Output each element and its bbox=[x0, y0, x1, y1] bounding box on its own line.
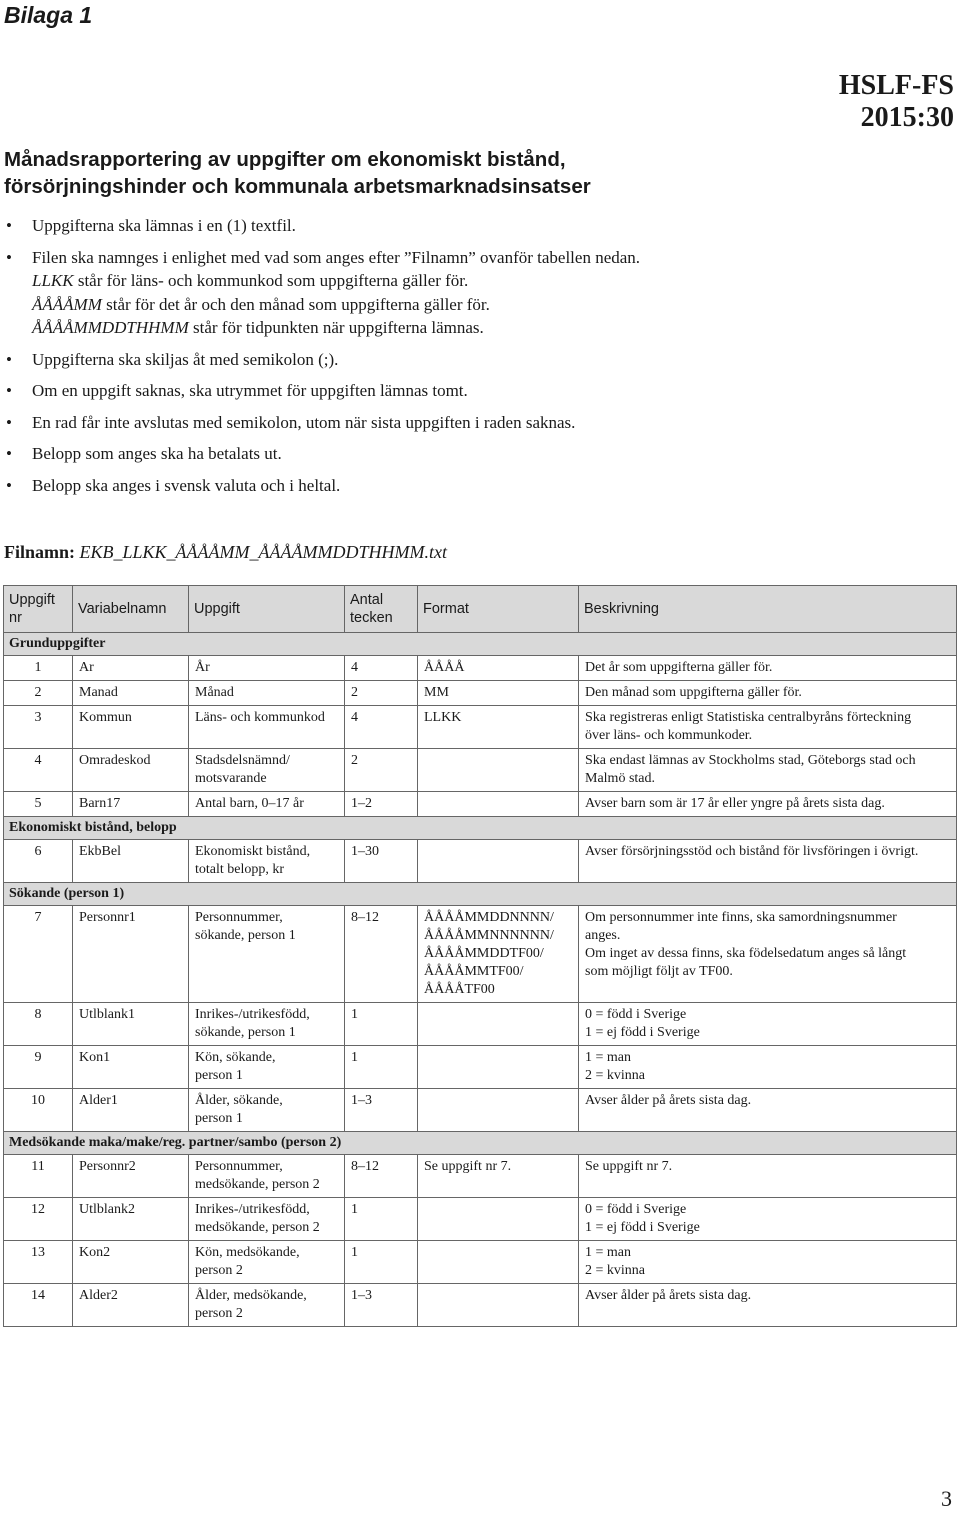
table-row bbox=[4, 706, 957, 749]
cell-antal: 1–3 bbox=[345, 1284, 418, 1327]
cell-format bbox=[418, 1089, 579, 1132]
filename-line bbox=[4, 542, 447, 563]
cell-line: Personnummer, bbox=[195, 1159, 283, 1174]
cell-line: ÅÅÅÅMMDDNNNN/ bbox=[424, 910, 554, 925]
rule-subitem bbox=[4, 293, 904, 317]
rule-item: • Belopp som anges ska ha betalats ut. bbox=[4, 442, 904, 466]
table-row bbox=[4, 1198, 957, 1241]
section-title: Sökande (person 1) bbox=[4, 883, 957, 906]
cell-line: anges. bbox=[585, 928, 621, 943]
rule-item: • Filen ska namnges i enlighet med vad som anges efter ”Filnamn” ovanför tabellen nedan. bbox=[4, 246, 904, 270]
cell-nr: 14 bbox=[4, 1284, 73, 1327]
cell-line: Avser ålder på årets sista dag. bbox=[585, 1288, 752, 1303]
cell-line: 1 = man bbox=[585, 1050, 631, 1065]
cell-line: 0 = född i Sverige bbox=[585, 1007, 687, 1022]
section-row bbox=[4, 1132, 957, 1155]
cell-antal: 1 bbox=[345, 1046, 418, 1089]
page-title bbox=[4, 146, 784, 200]
cell-line: som möjligt följt av TF00. bbox=[585, 964, 733, 979]
cell-format bbox=[418, 1284, 579, 1327]
cell-variable: Kommun bbox=[73, 706, 189, 749]
cell-beskrivning bbox=[579, 1284, 957, 1327]
cell-line: Avser försörjningsstöd och bistånd för livsföringen i övrigt. bbox=[585, 844, 919, 859]
series-number: 2015:30 bbox=[860, 102, 954, 133]
page-number: 3 bbox=[941, 1486, 952, 1511]
cell-nr: 1 bbox=[4, 656, 73, 681]
cell-antal: 1–2 bbox=[345, 792, 418, 817]
code: ÅÅÅÅMMDDTHHMM bbox=[32, 318, 189, 337]
section-title: Grunduppgifter bbox=[4, 633, 957, 656]
cell-format bbox=[418, 656, 579, 681]
cell-beskrivning bbox=[579, 1241, 957, 1284]
cell-antal: 1 bbox=[345, 1198, 418, 1241]
page-title-line-2: försörjningshinder och kommunala arbetsmarknadsinsatser bbox=[4, 175, 591, 198]
code: LLKK bbox=[32, 271, 74, 290]
cell-beskrivning bbox=[579, 681, 957, 706]
cell-nr: 11 bbox=[4, 1155, 73, 1198]
cell-line: ÅÅÅÅTF00 bbox=[424, 982, 495, 997]
cell-uppgift bbox=[189, 1241, 345, 1284]
cell-nr: 7 bbox=[4, 906, 73, 1003]
cell-line: Om inget av dessa finns, ska födelsedatum anges så långt bbox=[585, 946, 907, 961]
cell-line: Antal barn, 0–17 år bbox=[195, 796, 304, 811]
cell-uppgift bbox=[189, 840, 345, 883]
cell-variable: Ar bbox=[73, 656, 189, 681]
cell-uppgift bbox=[189, 1003, 345, 1046]
cell-uppgift bbox=[189, 706, 345, 749]
cell-variable: Utlblank1 bbox=[73, 1003, 189, 1046]
cell-line: Ekonomiskt bistånd, bbox=[195, 844, 311, 859]
cell-line: 1 = ej född i Sverige bbox=[585, 1220, 700, 1235]
header-antal-line-1: Antal bbox=[350, 592, 384, 608]
cell-line: Ska endast lämnas av Stockholms stad, Göteborgs stad och bbox=[585, 753, 916, 768]
cell-line: Ålder, medsökande, bbox=[195, 1288, 307, 1303]
cell-format bbox=[418, 1003, 579, 1046]
rule-item: • Om en uppgift saknas, ska utrymmet för uppgiften lämnas tomt. bbox=[4, 379, 904, 403]
cell-variable: Personnr2 bbox=[73, 1155, 189, 1198]
cell-format bbox=[418, 706, 579, 749]
cell-antal: 2 bbox=[345, 749, 418, 792]
cell-uppgift bbox=[189, 1089, 345, 1132]
cell-beskrivning bbox=[579, 656, 957, 681]
cell-variable: Alder2 bbox=[73, 1284, 189, 1327]
cell-antal: 1–30 bbox=[345, 840, 418, 883]
cell-uppgift bbox=[189, 749, 345, 792]
cell-uppgift bbox=[189, 1155, 345, 1198]
cell-nr: 4 bbox=[4, 749, 73, 792]
cell-line: Inrikes-/utrikesfödd, bbox=[195, 1202, 310, 1217]
cell-line: Se uppgift nr 7. bbox=[424, 1159, 512, 1174]
cell-nr: 3 bbox=[4, 706, 73, 749]
cell-format bbox=[418, 792, 579, 817]
table-row bbox=[4, 1046, 957, 1089]
rule-subitem bbox=[4, 269, 904, 293]
cell-line: Malmö stad. bbox=[585, 771, 655, 786]
cell-line: Det år som uppgifterna gäller för. bbox=[585, 660, 773, 675]
cell-nr: 13 bbox=[4, 1241, 73, 1284]
table-row bbox=[4, 681, 957, 706]
cell-line: Ska registreras enligt Statistiska centralbyråns förteckning bbox=[585, 710, 912, 725]
code: ÅÅÅÅMM bbox=[32, 294, 102, 314]
cell-nr: 6 bbox=[4, 840, 73, 883]
cell-variable: Barn17 bbox=[73, 792, 189, 817]
cell-antal: 1 bbox=[345, 1003, 418, 1046]
table-row bbox=[4, 906, 957, 1003]
code-text: står för tidpunkten när uppgifterna lämnas. bbox=[188, 318, 484, 337]
cell-nr: 10 bbox=[4, 1089, 73, 1132]
cell-variable: Kon2 bbox=[73, 1241, 189, 1284]
cell-line: medsökande, person 2 bbox=[195, 1177, 320, 1192]
cell-uppgift bbox=[189, 1198, 345, 1241]
cell-line: 1 = man bbox=[585, 1245, 631, 1260]
header-antal bbox=[345, 586, 418, 633]
appendix-label: Bilaga 1 bbox=[4, 2, 93, 28]
cell-beskrivning bbox=[579, 1046, 957, 1089]
cell-variable: EkbBel bbox=[73, 840, 189, 883]
cell-format bbox=[418, 1241, 579, 1284]
cell-beskrivning bbox=[579, 1089, 957, 1132]
cell-line: LLKK bbox=[424, 710, 462, 725]
table-row bbox=[4, 749, 957, 792]
cell-line: totalt belopp, kr bbox=[195, 862, 285, 877]
cell-beskrivning bbox=[579, 1003, 957, 1046]
rule-subitem bbox=[4, 316, 904, 340]
header-variable: Variabelnamn bbox=[73, 586, 189, 633]
cell-beskrivning bbox=[579, 706, 957, 749]
cell-nr: 2 bbox=[4, 681, 73, 706]
header-nr-line-2: nr bbox=[9, 610, 22, 626]
cell-line: Se uppgift nr 7. bbox=[585, 1159, 673, 1174]
table-body bbox=[4, 633, 957, 1327]
rule-item: • En rad får inte avslutas med semikolon, utom när sista uppgiften i raden saknas. bbox=[4, 411, 904, 435]
cell-antal: 8–12 bbox=[345, 906, 418, 1003]
section-title: Medsökande maka/make/reg. partner/sambo (person 2) bbox=[4, 1132, 957, 1155]
filename-label: Filnamn: bbox=[4, 542, 80, 562]
table-row bbox=[4, 1089, 957, 1132]
cell-variable: Personnr1 bbox=[73, 906, 189, 1003]
cell-line: 2 = kvinna bbox=[585, 1263, 645, 1278]
cell-beskrivning bbox=[579, 840, 957, 883]
cell-line: Kön, medsökande, bbox=[195, 1245, 300, 1260]
cell-line: ÅÅÅÅMMNNNNNN/ bbox=[424, 928, 554, 943]
cell-format bbox=[418, 840, 579, 883]
cell-line: motsvarande bbox=[195, 771, 267, 786]
cell-format bbox=[418, 906, 579, 1003]
rules-list bbox=[4, 214, 904, 505]
cell-beskrivning bbox=[579, 906, 957, 1003]
cell-line: sökande, person 1 bbox=[195, 928, 296, 943]
cell-line: Personnummer, bbox=[195, 910, 283, 925]
cell-line: ÅÅÅÅMMDDTF00/ bbox=[424, 946, 544, 961]
cell-format bbox=[418, 1198, 579, 1241]
cell-line: 1 = ej född i Sverige bbox=[585, 1025, 700, 1040]
cell-format bbox=[418, 1155, 579, 1198]
header-uppgift: Uppgift bbox=[189, 586, 345, 633]
cell-line: Avser barn som är 17 år eller yngre på årets sista dag. bbox=[585, 796, 885, 811]
header-nr-line-1: Uppgift bbox=[9, 592, 55, 608]
cell-line: Stadsdelsnämnd/ bbox=[195, 753, 290, 768]
cell-line: person 2 bbox=[195, 1263, 243, 1278]
cell-format bbox=[418, 1046, 579, 1089]
cell-line: 2 = kvinna bbox=[585, 1068, 645, 1083]
cell-line: Avser ålder på årets sista dag. bbox=[585, 1093, 752, 1108]
cell-line: person 2 bbox=[195, 1306, 243, 1321]
series-name: HSLF-FS bbox=[838, 70, 954, 101]
code-text: står för det år och den månad som uppgifterna gäller för. bbox=[101, 294, 490, 314]
cell-line: Om personnummer inte finns, ska samordningsnummer bbox=[585, 910, 897, 925]
table-header-row bbox=[4, 586, 957, 633]
rule-item: • Uppgifterna ska skiljas åt med semikolon (;). bbox=[4, 348, 904, 372]
cell-line: medsökande, person 2 bbox=[195, 1220, 320, 1235]
section-title: Ekonomiskt bistånd, belopp bbox=[4, 817, 957, 840]
cell-line: över läns- och kommunkoder. bbox=[585, 728, 753, 743]
cell-antal: 4 bbox=[345, 706, 418, 749]
cell-antal: 4 bbox=[345, 656, 418, 681]
cell-beskrivning bbox=[579, 749, 957, 792]
cell-line: Den månad som uppgifterna gäller för. bbox=[585, 685, 802, 700]
cell-line: person 1 bbox=[195, 1111, 243, 1126]
header-format: Format bbox=[418, 586, 579, 633]
cell-line: Ålder, sökande, bbox=[195, 1093, 283, 1108]
header-antal-line-2: tecken bbox=[350, 610, 393, 626]
section-row bbox=[4, 817, 957, 840]
cell-line: Månad bbox=[195, 685, 234, 700]
cell-beskrivning bbox=[579, 1198, 957, 1241]
header-nr bbox=[4, 586, 73, 633]
cell-uppgift bbox=[189, 1284, 345, 1327]
cell-line: År bbox=[195, 660, 210, 675]
code-text: står för läns- och kommunkod som uppgifterna gäller för. bbox=[73, 271, 469, 290]
page-title-line-1: Månadsrapportering av uppgifter om ekonomiskt bistånd, bbox=[4, 148, 566, 171]
cell-line: Läns- och kommunkod bbox=[195, 710, 325, 725]
cell-uppgift bbox=[189, 656, 345, 681]
section-row bbox=[4, 883, 957, 906]
cell-antal: 8–12 bbox=[345, 1155, 418, 1198]
cell-format bbox=[418, 749, 579, 792]
header-beskrivning: Beskrivning bbox=[579, 586, 957, 633]
filename-value: EKB_LLKK_ÅÅÅÅMM_ÅÅÅÅMMDDTHHMM.txt bbox=[79, 542, 447, 562]
cell-line: 0 = född i Sverige bbox=[585, 1202, 687, 1217]
cell-antal: 2 bbox=[345, 681, 418, 706]
cell-line: Inrikes-/utrikesfödd, bbox=[195, 1007, 310, 1022]
table-row bbox=[4, 656, 957, 681]
table-row bbox=[4, 1284, 957, 1327]
cell-line: person 1 bbox=[195, 1068, 243, 1083]
cell-nr: 12 bbox=[4, 1198, 73, 1241]
cell-line: ÅÅÅÅMMTF00/ bbox=[424, 964, 524, 979]
table-row bbox=[4, 1241, 957, 1284]
cell-variable: Manad bbox=[73, 681, 189, 706]
cell-uppgift bbox=[189, 1046, 345, 1089]
cell-line: ÅÅÅÅ bbox=[424, 660, 465, 675]
cell-beskrivning bbox=[579, 792, 957, 817]
cell-nr: 8 bbox=[4, 1003, 73, 1046]
cell-line: Kön, sökande, bbox=[195, 1050, 276, 1065]
table-row bbox=[4, 792, 957, 817]
cell-format bbox=[418, 681, 579, 706]
cell-variable: Utlblank2 bbox=[73, 1198, 189, 1241]
table-row bbox=[4, 840, 957, 883]
cell-uppgift bbox=[189, 792, 345, 817]
table-row bbox=[4, 1155, 957, 1198]
cell-line: sökande, person 1 bbox=[195, 1025, 296, 1040]
rule-item: • Belopp ska anges i svensk valuta och i heltal. bbox=[4, 474, 904, 498]
table-row bbox=[4, 1003, 957, 1046]
cell-antal: 1–3 bbox=[345, 1089, 418, 1132]
cell-uppgift bbox=[189, 681, 345, 706]
variable-table bbox=[3, 585, 957, 1327]
cell-nr: 9 bbox=[4, 1046, 73, 1089]
cell-variable: Alder1 bbox=[73, 1089, 189, 1132]
cell-antal: 1 bbox=[345, 1241, 418, 1284]
cell-nr: 5 bbox=[4, 792, 73, 817]
rule-item: • Uppgifterna ska lämnas i en (1) textfil. bbox=[4, 214, 904, 238]
cell-variable: Omradeskod bbox=[73, 749, 189, 792]
cell-line: MM bbox=[424, 685, 449, 700]
cell-uppgift bbox=[189, 906, 345, 1003]
series-header bbox=[839, 70, 954, 134]
cell-beskrivning bbox=[579, 1155, 957, 1198]
cell-variable: Kon1 bbox=[73, 1046, 189, 1089]
section-row bbox=[4, 633, 957, 656]
